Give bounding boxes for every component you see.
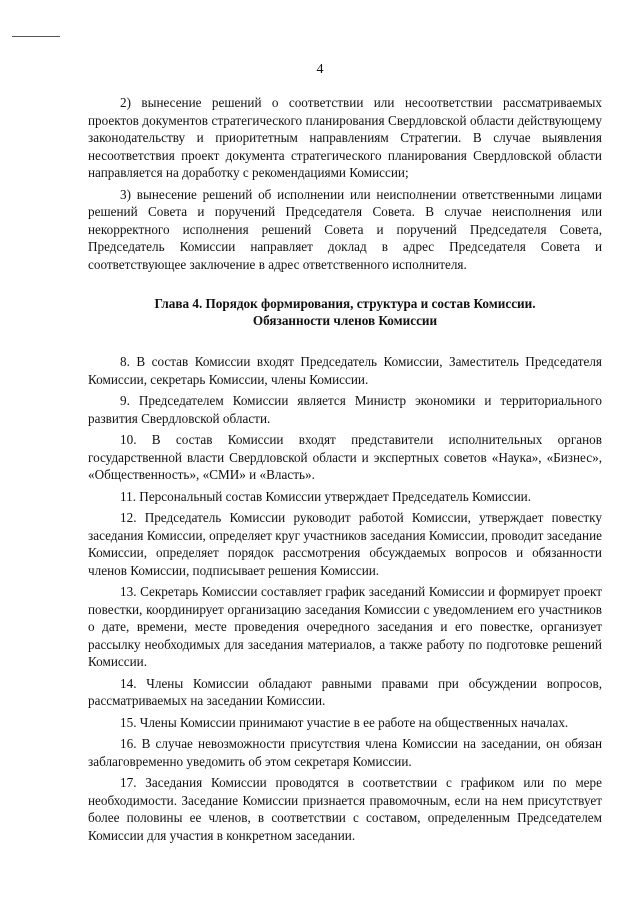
paragraph-14: 14. Члены Комиссии обладают равными правами при обсуждении вопросов, рассматриваемых на заседании Комиссии. (88, 675, 602, 708)
paragraph-17: 17. Заседания Комиссии проводятся в соответствии с графиком или по мере необходимости. Заседание Комиссии признается правомочным, если на нем присутствует более половины ее членов, в соответствии с составом, определенным Председателем Комиссии для участия в конкретном заседании. (88, 775, 602, 843)
chapter-title-line-1: Глава 4. Порядок формирования, структура и состав Комиссии. (154, 296, 536, 311)
chapter-title-line-2: Обязанности членов Комиссии (252, 313, 438, 328)
document-body (88, 94, 602, 848)
paragraph-11: 11. Персональный состав Комиссии утверждает Председатель Комиссии. (120, 488, 532, 504)
paragraph-15: 15. Члены Комиссии принимают участие в ее работе на общественных началах. (120, 714, 569, 730)
paragraph-item-2: 2) вынесение решений о соответствии или несоответствии рассматриваемых проектов документов стратегического планирования Свердловской области действующему законодательству и приоритетным направлениям Стратегии. В случае выявления несоответствия проект документа стратегического планирования Свердловской области направляется на доработку с рекомендациями Комиссии; (88, 95, 602, 180)
corner-mark-line (12, 36, 60, 37)
paragraph-16: 16. В случае невозможности присутствия члена Комиссии на заседании, он обязан заблаговременно уведомить об этом секретаря Комиссии. (88, 736, 602, 769)
page-number: 4 (316, 62, 324, 77)
paragraph-10: 10. В состав Комиссии входят представители исполнительных органов государственной власти Свердловской области и экспертных советов «Наука», «Бизнес», «Общественность», «СМИ» и «Власть». (88, 432, 602, 482)
paragraph-12: 12. Председатель Комиссии руководит работой Комиссии, утверждает повестку заседания Комиссии, определяет круг участников заседания Комиссии, проводит заседание Комиссии, определяет порядок рассмотрения обсуждаемых вопросов и обязанности членов Комиссии, подписывает решения Комиссии. (88, 510, 602, 578)
paragraph-item-3: 3) вынесение решений об исполнении или неисполнении ответственными лицами решений Совета и поручений Председателя Совета. В случае неисполнения или некорректного исполнения решений Совета и поручений Председателя Совета, Председатель Комиссии направляет доклад в адрес Председателя Совета и соответствующее заключение в адрес ответственного исполнителя. (88, 186, 602, 272)
paragraph-9: 9. Председателем Комиссии является Министр экономики и территориального развития Свердловской области. (88, 393, 602, 426)
paragraph-8: 8. В состав Комиссии входят Председатель Комиссии, Заместитель Председателя Комиссии, секретарь Комиссии, члены Комиссии. (88, 354, 602, 387)
paragraph-13: 13. Секретарь Комиссии составляет график заседаний Комиссии и формирует проект повестки, координирует организацию заседания Комиссии с уведомлением его участников о дате, времени, месте проведения очередного заседания и его повестке, организует рассылку необходимых для заседания материалов, а также работу по подготовке решений Комиссии. (88, 584, 602, 669)
chapter-heading (88, 295, 602, 329)
